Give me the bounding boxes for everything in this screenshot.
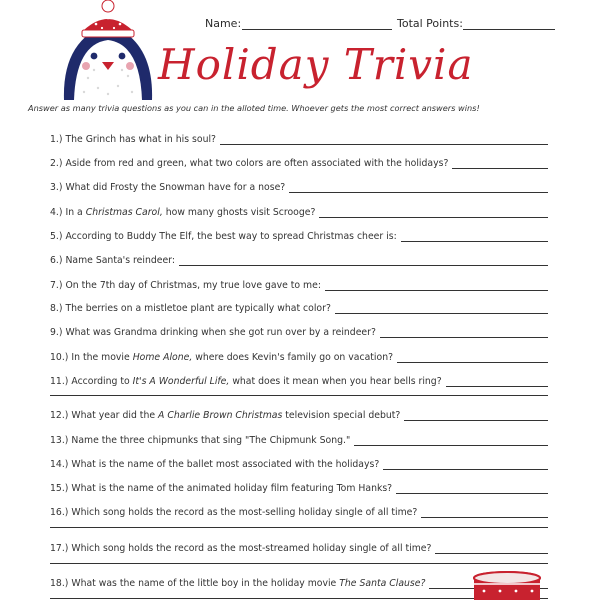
- question-text: [50, 327, 376, 338]
- question-text: [50, 543, 431, 554]
- question-number: 17.): [50, 543, 72, 554]
- question-number: 10.): [50, 352, 72, 363]
- question-prefix: The Grinch has what in his soul?: [65, 134, 216, 145]
- page-title: Holiday Trivia: [158, 40, 474, 89]
- question-text: [50, 459, 379, 470]
- question-item: [50, 300, 548, 314]
- question-item: [50, 504, 548, 518]
- answer-line[interactable]: [50, 563, 548, 564]
- answer-line[interactable]: [435, 544, 548, 554]
- question-prefix: What is the name of the animated holiday film featuring Tom Hanks?: [71, 483, 393, 494]
- name-field[interactable]: [242, 29, 392, 30]
- question-prefix: What was the name of the little boy in the holiday movie: [71, 578, 340, 589]
- question-text: [50, 303, 331, 314]
- question-number: 9.): [50, 327, 66, 338]
- question-number: 13.): [50, 435, 72, 446]
- answer-line[interactable]: [325, 281, 548, 291]
- answer-line[interactable]: [452, 159, 548, 169]
- answer-line[interactable]: [383, 460, 548, 470]
- question-number: 2.): [50, 158, 66, 169]
- question-item: [50, 277, 548, 291]
- question-prefix: On the 7th day of Christmas, my true love gave to me:: [65, 280, 321, 291]
- question-prefix: Which song holds the record as the most-streamed holiday single of all time?: [71, 543, 432, 554]
- question-number: 1.): [50, 134, 66, 145]
- answer-line[interactable]: [397, 353, 548, 363]
- question-item: [50, 349, 548, 363]
- question-prefix: What is the name of the ballet most associated with the holidays?: [71, 459, 380, 470]
- question-text: [50, 158, 448, 169]
- question-prefix: The berries on a mistletoe plant are typically what color?: [65, 303, 331, 314]
- drum-illustration: [470, 570, 545, 600]
- question-number: 14.): [50, 459, 72, 470]
- question-prefix: In the movie: [71, 352, 133, 363]
- question-prefix: Name the three chipmunks that sing "The Chipmunk Song.": [71, 435, 351, 446]
- question-text: [50, 134, 216, 145]
- question-item: [50, 407, 548, 421]
- question-number: 4.): [50, 207, 66, 218]
- question-title-emphasis: The Santa Clause?: [339, 578, 426, 589]
- question-prefix: What did Frosty the Snowman have for a nose?: [65, 182, 286, 193]
- question-suffix: what does it mean when you hear bells ring?: [229, 376, 442, 387]
- question-title-emphasis: A Charlie Brown Christmas: [158, 410, 283, 421]
- question-text: [50, 255, 175, 266]
- question-prefix: What was Grandma drinking when she got run over by a reindeer?: [65, 327, 376, 338]
- answer-line[interactable]: [179, 256, 548, 266]
- question-suffix: where does Kevin's family go on vacation?: [192, 352, 394, 363]
- question-number: 16.): [50, 507, 72, 518]
- instructions-text: Answer as many trivia questions as you can in the alloted time. Whoever gets the most correct answers wins!: [28, 103, 480, 113]
- penguin-illustration: [58, 0, 158, 100]
- question-item: [50, 204, 548, 218]
- question-suffix: television special debut?: [282, 410, 401, 421]
- question-number: 8.): [50, 303, 66, 314]
- question-item: [50, 228, 548, 242]
- question-text: [50, 435, 350, 446]
- question-title-emphasis: It's A Wonderful Life,: [132, 376, 230, 387]
- question-item: [50, 252, 548, 266]
- answer-line[interactable]: [404, 411, 548, 421]
- question-prefix: Name Santa's reindeer:: [65, 255, 175, 266]
- answer-line[interactable]: [289, 183, 548, 193]
- question-number: 5.): [50, 231, 66, 242]
- question-item: [50, 324, 548, 338]
- total-points-field[interactable]: [463, 29, 555, 30]
- question-text: [50, 207, 315, 218]
- question-text: [50, 231, 397, 242]
- question-text: [50, 507, 417, 518]
- question-prefix: According to Buddy The Elf, the best way to spread Christmas cheer is:: [65, 231, 397, 242]
- question-prefix: Aside from red and green, what two colors are often associated with the holidays?: [65, 158, 449, 169]
- points-label: Total Points:: [397, 17, 463, 30]
- question-prefix: According to: [71, 376, 133, 387]
- question-number: 15.): [50, 483, 72, 494]
- answer-line[interactable]: [446, 377, 548, 387]
- answer-line[interactable]: [354, 436, 548, 446]
- answer-line[interactable]: [50, 527, 548, 528]
- question-number: 11.): [50, 376, 72, 387]
- question-item: [50, 131, 548, 145]
- question-prefix: In a: [65, 207, 86, 218]
- answer-line[interactable]: [220, 135, 548, 145]
- question-title-emphasis: Home Alone,: [132, 352, 193, 363]
- question-item: [50, 155, 548, 169]
- answer-line[interactable]: [50, 395, 548, 396]
- answer-line[interactable]: [335, 304, 548, 314]
- question-number: 7.): [50, 280, 66, 291]
- question-suffix: how many ghosts visit Scrooge?: [162, 207, 316, 218]
- question-title-emphasis: Christmas Carol,: [85, 207, 163, 218]
- question-text: [50, 578, 425, 589]
- question-number: 3.): [50, 182, 66, 193]
- answer-line[interactable]: [380, 328, 548, 338]
- answer-line[interactable]: [396, 484, 548, 494]
- question-number: 18.): [50, 578, 72, 589]
- question-item: [50, 456, 548, 470]
- question-number: 12.): [50, 410, 72, 421]
- question-text: [50, 483, 392, 494]
- name-label: Name:: [205, 17, 242, 30]
- question-item: [50, 540, 548, 554]
- answer-line[interactable]: [319, 208, 548, 218]
- question-text: [50, 376, 442, 387]
- question-item: [50, 179, 548, 193]
- question-item: [50, 373, 548, 387]
- answer-line[interactable]: [421, 508, 548, 518]
- question-text: [50, 280, 321, 291]
- question-prefix: What year did the: [71, 410, 159, 421]
- question-number: 6.): [50, 255, 66, 266]
- header-fields: [205, 14, 560, 34]
- answer-line[interactable]: [401, 232, 548, 242]
- question-text: [50, 352, 393, 363]
- question-text: [50, 410, 400, 421]
- question-item: [50, 432, 548, 446]
- question-prefix: Which song holds the record as the most-selling holiday single of all time?: [71, 507, 418, 518]
- question-item: [50, 480, 548, 494]
- question-text: [50, 182, 285, 193]
